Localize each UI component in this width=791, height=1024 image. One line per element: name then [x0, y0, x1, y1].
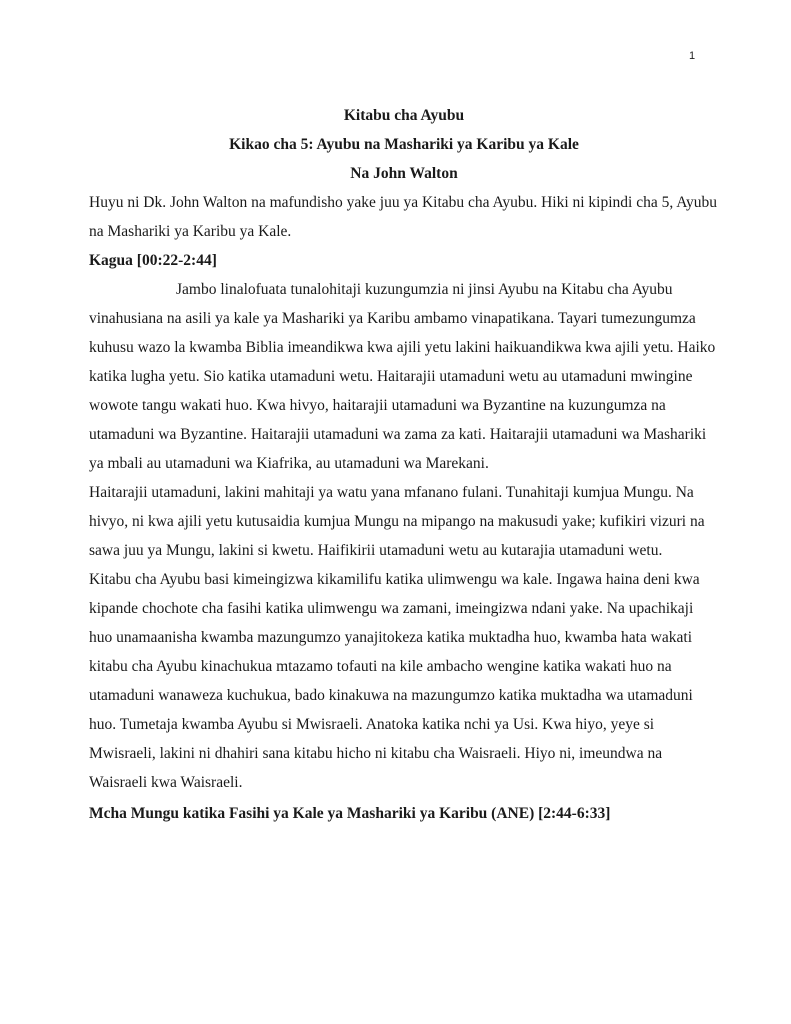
page-number: 1 — [689, 50, 696, 62]
book-title: Kitabu cha Ayubu — [343, 107, 465, 124]
intro-paragraph: Huyu ni Dk. John Walton na mafundisho yake juu ya Kitabu cha Ayubu. Hiki ni kipindi cha 5, Ayubu na Mashariki ya Karibu ya Kale. — [89, 194, 718, 240]
body-paragraph: Kitabu cha Ayubu basi kimeingizwa kikamilifu katika ulimwengu wa kale. Ingawa haina deni kwa kipande chochote cha fasihi katika ulimwengu wa zamani, imeingizwa ndani yake. Na upachikaji huo unamaanisha kwamba mazungumzo yanajitokeza katika muktadha huo, kwamba hata wakati kitabu cha Ayubu kinachukua mtazamo tofauti na kile ambacho wengine katika wakati huo na utamaduni wanaweza kuchukua, bado kinakuwa na mazungumzo katika muktadha wa utamaduni huo. Tumetaja kwamba Ayubu si Mwisraeli. Anatoka katika nchi ya Usi. Kwa hiyo, yeye si Mwisraeli, lakini ni dhahiri sana kitabu hicho ni kitabu cha Waisraeli. Hiyo ni, imeundwa na Waisraeli kwa Waisraeli. — [89, 571, 700, 791]
section-heading-godfearing: Mcha Mungu katika Fasihi ya Kale ya Mashariki ya Karibu (ANE) [2:44-6:33] — [89, 805, 611, 822]
author-line: Na John Walton — [350, 165, 458, 182]
body-paragraph: Jambo linalofuata tunalohitaji kuzungumzia ni jinsi Ayubu na Kitabu cha Ayubu vinahusiana na asili ya kale ya Mashariki ya Karibu ambamo vinapatikana. Tayari tumezungumza kuhusu wazo la kwamba Biblia imeandikwa kwa ajili yetu lakini haikuandikwa kwa ajili yetu. Haiko katika lugha yetu. Sio katika utamaduni wetu. Haitarajii utamaduni wetu au utamaduni mwingine wowote tangu wakati huo. Kwa hivyo, haitarajii utamaduni wa Byzantine na kuzungumza na utamaduni wa Byzantine. Haitarajii utamaduni wa zama za kati. Haitarajii utamaduni wa Mashariki ya mbali au utamaduni wa Kiafrika, au utamaduni wa Marekani. — [89, 281, 716, 472]
session-title: Kikao cha 5: Ayubu na Mashariki ya Karibu ya Kale — [229, 136, 579, 153]
section-heading-review: Kagua [00:22-2:44] — [89, 252, 217, 269]
body-paragraph: Haitarajii utamaduni, lakini mahitaji ya watu yana mfanano fulani. Tunahitaji kumjua Mungu. Na hivyo, ni kwa ajili yetu kutusaidia kumjua Mungu na mipango na makusudi yake; kufikiri vizuri na sawa juu ya Mungu, lakini si kwetu. Haifikirii utamaduni wetu au kutarajia utamaduni wetu. — [89, 484, 705, 559]
document-body — [89, 101, 719, 828]
